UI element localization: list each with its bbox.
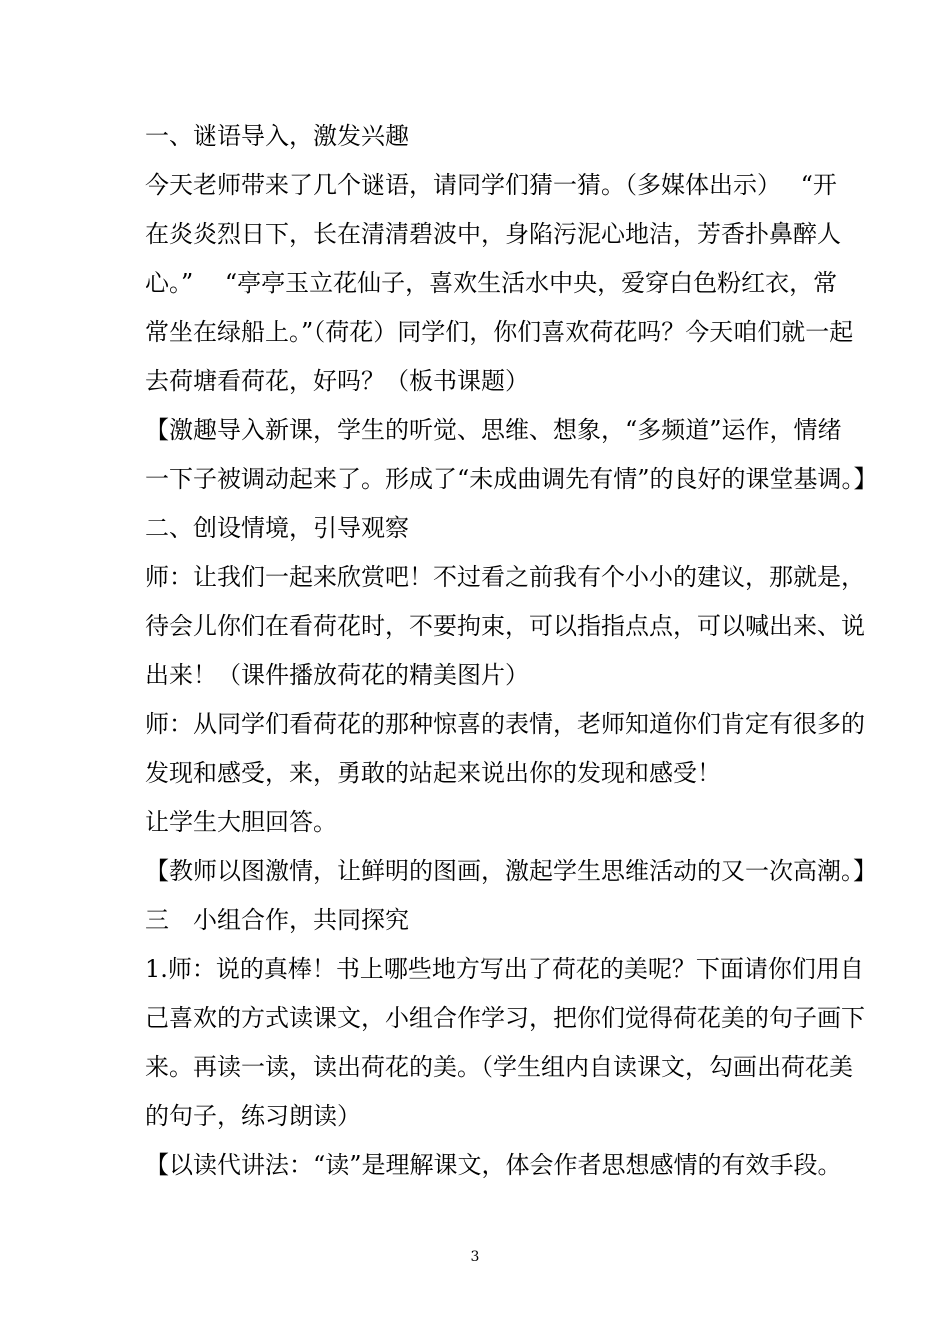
- commentary-line: 【激趣导入新课，学生的听觉、思维、想象，“多频道”运作，情绪: [145, 416, 842, 444]
- paragraph-line: 心。” “亭亭玉立花仙子，喜欢生活水中央，爱穿白色粉红衣，常: [145, 269, 838, 297]
- paragraph-line: 在炎炎烈日下，长在清清碧波中，身陷污泥心地洁，芳香扑鼻醉人: [145, 220, 841, 248]
- section-heading-3: 三 小组合作，共同探究: [145, 906, 409, 934]
- commentary-line: 【教师以图激情，让鲜明的图画，激起学生思维活动的又一次高潮。】: [145, 857, 877, 885]
- paragraph-line: 出来！（课件播放荷花的精美图片）: [145, 661, 529, 689]
- paragraph-line: 发现和感受，来，勇敢的站起来说出你的发现和感受！: [145, 759, 721, 787]
- commentary-line: 一下子被调动起来了。形成了“未成曲调先有情”的良好的课堂基调。】: [145, 465, 878, 493]
- paragraph-line: 师：从同学们看荷花的那种惊喜的表情，老师知道你们肯定有很多的: [145, 710, 865, 738]
- section-heading-1: 一、谜语导入，激发兴趣: [145, 122, 409, 150]
- document-body: [145, 112, 878, 1190]
- paragraph-line: 常坐在绿船上。”（荷花）同学们，你们喜欢荷花吗？今天咱们就一起: [145, 318, 854, 346]
- paragraph-line: 待会儿你们在看荷花时，不要拘束，可以指指点点，可以喊出来、说: [145, 612, 865, 640]
- paragraph-line: 己喜欢的方式读课文，小组合作学习，把你们觉得荷花美的句子画下: [145, 1004, 865, 1032]
- paragraph-line: 的句子，练习朗读）: [145, 1102, 361, 1130]
- page-number: 3: [470, 1249, 480, 1265]
- paragraph-line: 让学生大胆回答。: [145, 808, 337, 836]
- paragraph-line: 今天老师带来了几个谜语，请同学们猜一猜。（多媒体出示） “开: [145, 171, 837, 199]
- commentary-line: 【以读代讲法：“读”是理解课文，体会作者思想感情的有效手段。: [145, 1151, 842, 1179]
- paragraph-line: 去荷塘看荷花，好吗？（板书课题）: [145, 367, 529, 395]
- paragraph-line: 师：让我们一起来欣赏吧！不过看之前我有个小小的建议，那就是，: [145, 563, 865, 591]
- paragraph-line: 1.师：说的真棒！书上哪些地方写出了荷花的美呢？下面请你们用自: [145, 955, 864, 983]
- section-heading-2: 二、创设情境，引导观察: [145, 514, 409, 542]
- paragraph-line: 来。再读一读，读出荷花的美。（学生组内自读课文，勾画出荷花美: [145, 1053, 853, 1081]
